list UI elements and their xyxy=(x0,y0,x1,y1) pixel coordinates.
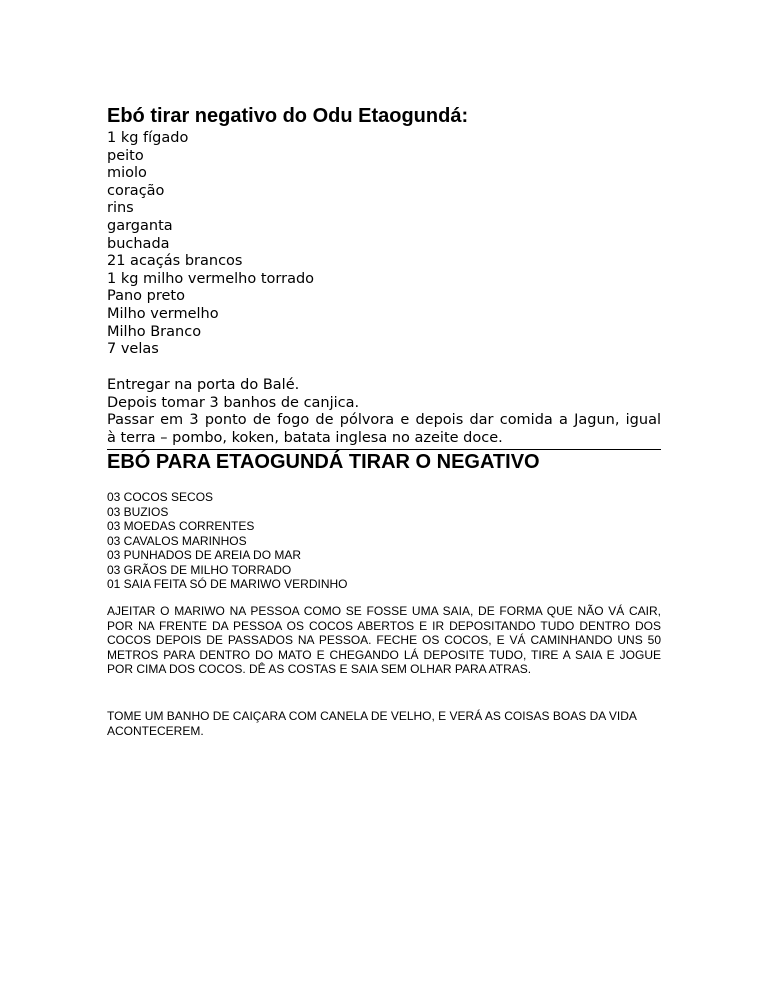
list-item: 03 GRÃOS DE MILHO TORRADO xyxy=(107,562,292,577)
list-item: miolo xyxy=(107,165,147,182)
instruction-line: Passar em 3 ponto de fogo de pólvora e depois dar comida a Jagun, igual xyxy=(107,412,661,429)
list-item: Milho vermelho xyxy=(107,305,219,322)
list-item: 03 CAVALOS MARINHOS xyxy=(107,533,247,548)
list-item: coração xyxy=(107,182,165,199)
list-item: 03 BUZIOS xyxy=(107,504,169,519)
section2-ingredient-list xyxy=(107,490,348,592)
section1-title: Ebó tirar negativo do Odu Etaogundá: xyxy=(107,105,469,127)
list-item: 7 velas xyxy=(107,341,159,358)
list-item: Milho Branco xyxy=(107,323,202,340)
list-item: peito xyxy=(107,147,144,164)
list-item: Pano preto xyxy=(107,288,185,305)
list-item: 03 MOEDAS CORRENTES xyxy=(107,519,255,533)
closing-paragraph: TOME UM BANHO DE CAIÇARA COM CANELA DE VELHO, E VERÁ AS COISAS BOAS DA VIDA ACONTECEREM. xyxy=(107,709,637,738)
list-item: garganta xyxy=(107,217,173,234)
list-item: buchada xyxy=(107,235,170,252)
list-item: 01 SAIA FEITA SÓ DE MARIWO VERDINHO xyxy=(107,577,348,591)
procedure-paragraph: AJEITAR O MARIWO NA PESSOA COMO SE FOSSE UMA SAIA, DE FORMA QUE NÃO VÁ CAIR, POR NA FRENTE DA PESSOA OS COCOS ABERTOS E IR DEPOSITANDO TUDO DENTRO DOS COCOS DEPOIS DE PASSADOS NA PESSOA. FECHE OS COCOS, E VÁ CAMINHANDO UNS 50 METROS PARA DENTRO DO MATO E CHEGANDO LÁ DEPOSITE TUDO, TIRE A SAIA E JOGUE POR CIMA DOS COCOS. DÊ AS COSTAS E SAIA SEM OLHAR PARA ATRAS. xyxy=(107,604,661,676)
instruction-line: Depois tomar 3 banhos de canjica. xyxy=(107,394,360,411)
section2-closing xyxy=(107,709,661,738)
instruction-line: à terra – pombo, koken, batata inglesa no azeite doce. xyxy=(107,429,503,446)
list-item: 1 kg milho vermelho torrado xyxy=(107,270,315,287)
instruction-line: Entregar na porta do Balé. xyxy=(107,377,300,393)
section1-ingredient-list xyxy=(107,130,314,359)
list-item: 1 kg fígado xyxy=(107,130,189,146)
section2-title: EBÓ PARA ETAOGUNDÁ TIRAR O NEGATIVO xyxy=(107,451,540,473)
list-item: 03 PUNHADOS DE AREIA DO MAR xyxy=(107,548,302,562)
list-item: 21 acaçás brancos xyxy=(107,253,243,270)
list-item: 03 COCOS SECOS xyxy=(107,490,214,504)
section2-procedure xyxy=(107,604,661,677)
list-item: rins xyxy=(107,200,134,217)
section1-instructions xyxy=(107,377,661,447)
